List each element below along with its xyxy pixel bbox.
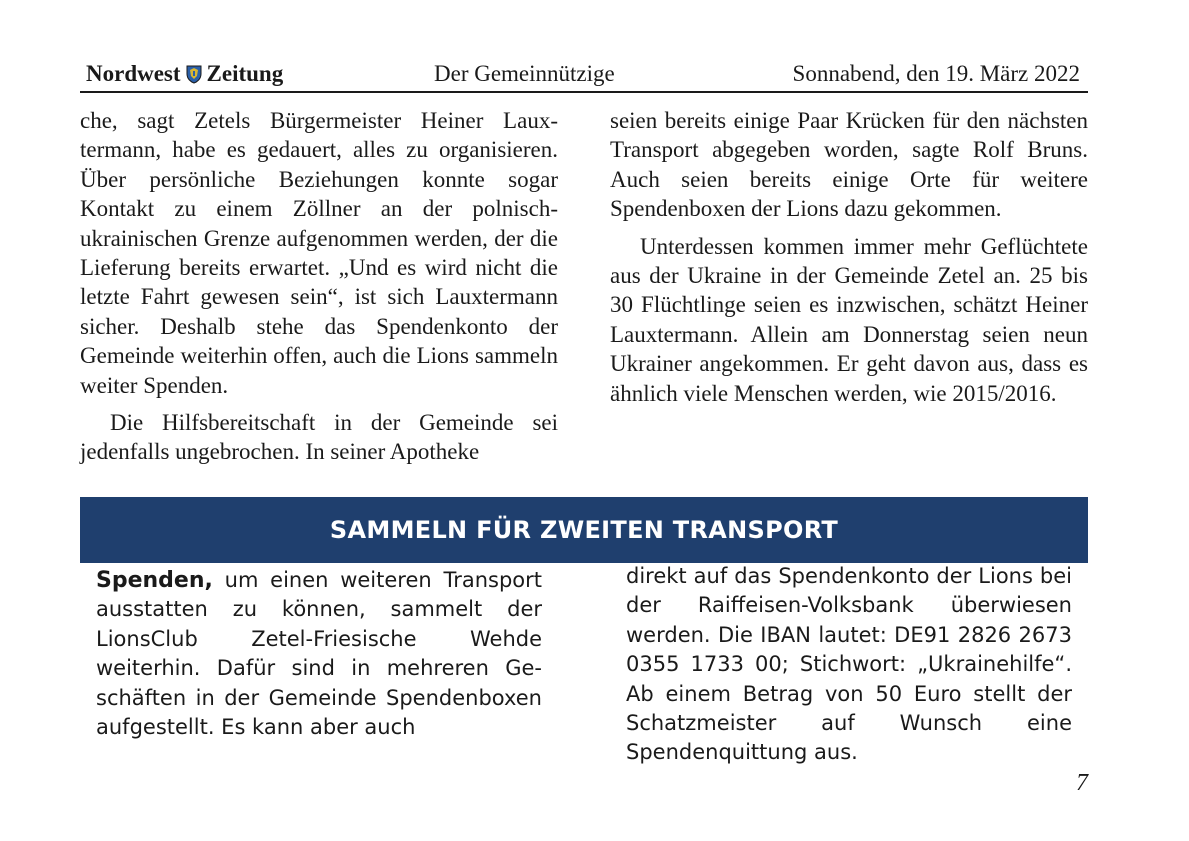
info-box-text: um einen weiteren Transport ausstatten zu können, sammelt der LionsClub Zetel-Friesische Wehde weiterhin. Dafür sind in mehreren Geschäften in der Gemeinde Spendenboxen aufgestellt. Es kann aber auch	[96, 568, 542, 740]
header-date: Sonnabend, den 19. März 2022	[792, 61, 1080, 86]
brand-name-left: Nordwest	[86, 61, 181, 86]
info-box-column-left	[96, 566, 542, 742]
brand-name-right: Zeitung	[206, 61, 284, 86]
header-section-title: Der Gemeinnützige	[434, 61, 615, 86]
info-box-text: direkt auf das Spendenkonto der Lions bei der Raiffeisen-Volksbank überwiesen werden. Die IBAN lautet: DE91 2826 2673 0355 1733 00; Stichwort: „Ukrainehilfe“. Ab einem Betrag von 50 Euro stellt der Schatzmeister auf Wunsch eine Spendenquittung aus.	[626, 564, 1072, 765]
coat-of-arms-icon	[186, 65, 202, 84]
article-paragraph: che, sagt Zetels Bürgermeister Heiner Lauxtermann, habe es gedauert, alles zu organisieren. Über persönliche Beziehungen konnte sogar Kontakt zu einem Zöllner an der polnisch-ukrainischen Grenze aufgenommen werden, der die Lieferung bereits erwartet. „Und es wird nicht die letzte Fahrt gewesen sein“, ist sich Lauxtermann sicher. Deshalb stehe das Spendenkonto der Gemeinde weiterhin offen, auch die Lions sammeln weiter Spenden.	[80, 108, 558, 398]
article-column-left	[80, 106, 558, 467]
article-column-right	[610, 106, 1088, 408]
article-paragraph: seien bereits einige Paar Krücken für den nächsten Transport abgegeben worden, sagte Rolf Bruns. Auch seien bereits einige Orte für weitere Spendenboxen der Lions dazu gekommen.	[610, 108, 1088, 222]
newspaper-brand	[86, 61, 283, 87]
article-paragraph: Unterdessen kommen immer mehr Geflüchtete aus der Ukraine in der Gemeinde Zetel an. 25 bis 30 Flüchtlinge seien es inzwischen, schätzt Heiner Lauxtermann. Allein am Donnerstag seien neun Ukrainer angekommen. Er geht davon aus, dass es ähnlich viele Menschen werden, wie 2015/2016.	[610, 233, 1088, 406]
info-box-title: SAMMELN FÜR ZWEITEN TRANSPORT	[329, 516, 839, 544]
page-number: 7	[1076, 770, 1088, 796]
info-box-column-right	[626, 562, 1072, 768]
info-box-paragraph	[96, 566, 542, 742]
article-paragraph: Die Hilfsbereitschaft in der Gemeinde sei jedenfalls ungebrochen. In seiner Apotheke	[80, 410, 558, 465]
page-header	[80, 57, 1088, 93]
info-box-banner	[80, 497, 1088, 563]
info-box-lead: Spenden,	[96, 568, 213, 593]
